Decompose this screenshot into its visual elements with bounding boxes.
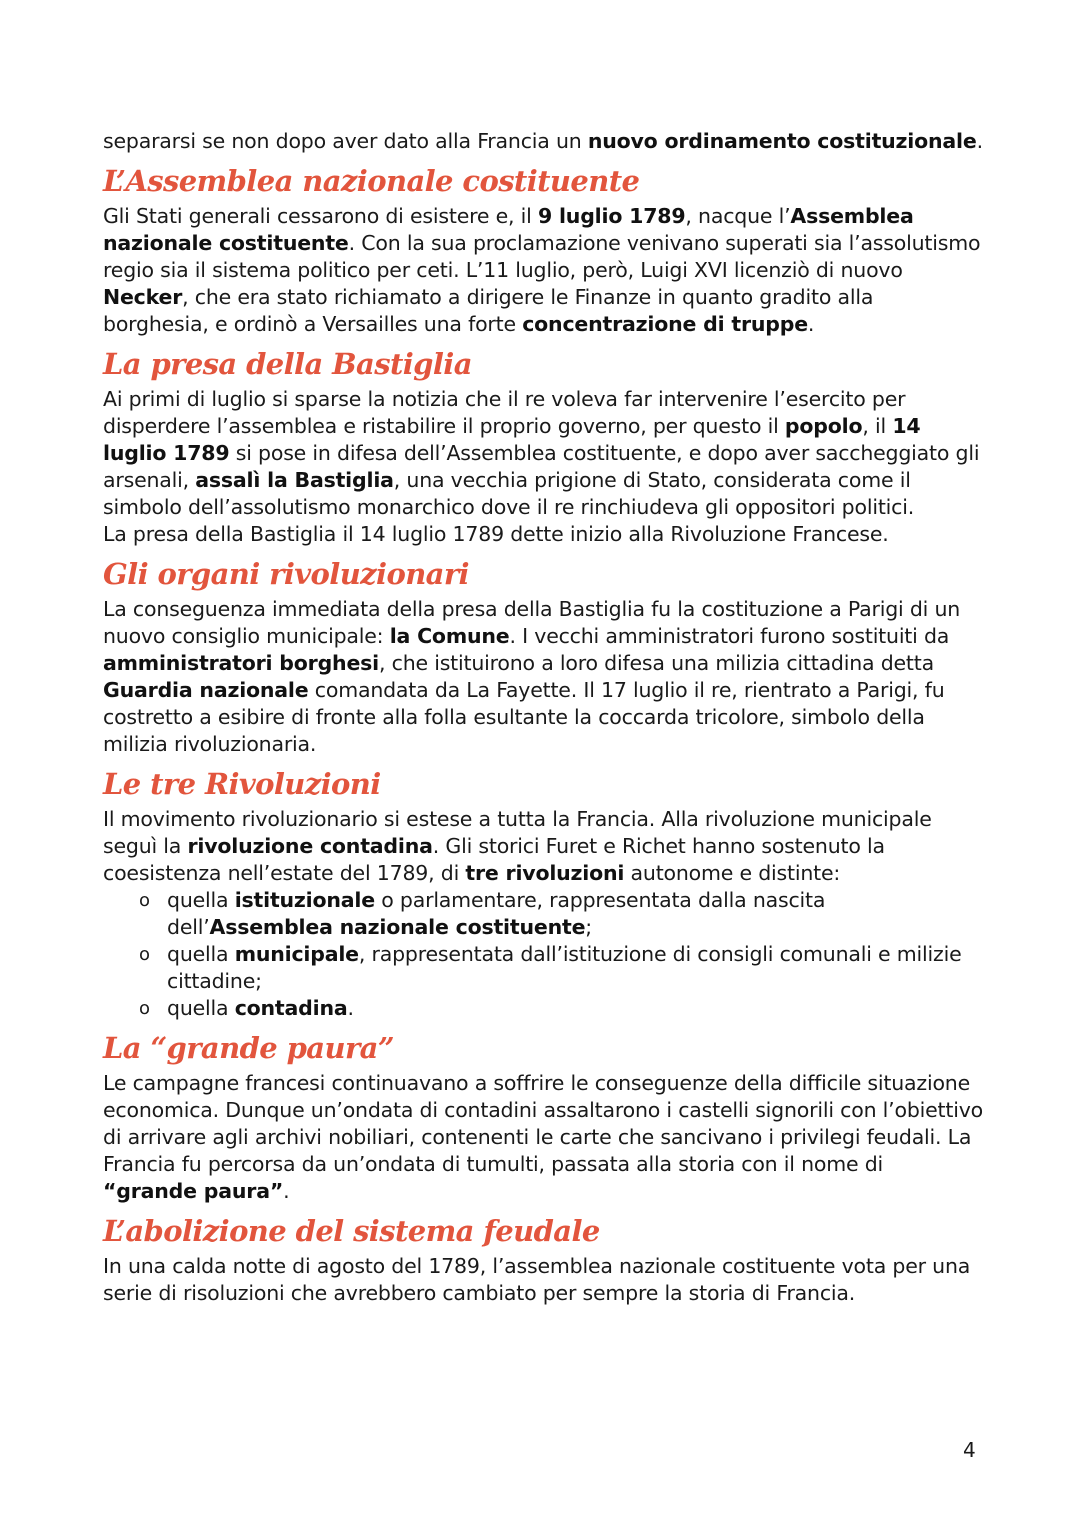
text-run: .: [807, 312, 815, 336]
page-number: 4: [963, 1438, 976, 1462]
bold-run: “grande paura”: [103, 1179, 284, 1203]
section-heading-organi: Gli organi rivoluzionari: [103, 557, 469, 591]
bold-run: municipale: [234, 942, 359, 966]
text-run: Ai primi di luglio si sparse la notizia che il re voleva far intervenire l’esercito per disperdere l’assemblea e ristabilire il proprio governo, per questo il: [103, 387, 906, 438]
section-heading-abolizione: L’abolizione del sistema feudale: [103, 1214, 600, 1248]
text-run: Gli Stati generali cessarono di esistere e, il: [103, 204, 538, 228]
revolutions-list: [103, 887, 983, 1022]
bold-run: Assemblea nazionale costituente: [209, 915, 586, 939]
list-bullet-marker: o: [139, 890, 150, 911]
bold-run: assalì la Bastiglia: [195, 468, 394, 492]
section-heading-bastiglia: La presa della Bastiglia: [103, 347, 472, 381]
bold-run: istituzionale: [234, 888, 375, 912]
section-heading-tre-rivoluzioni: Le tre Rivoluzioni: [103, 767, 381, 801]
text-run: Le campagne francesi continuavano a soffrire le conseguenze della difficile situazione economica. Dunque un’ondata di contadini assaltarono i castelli signorili con l’obiettivo di arrivare agli archivi nobiliari, contenenti le carte che sancivano i privilegi feudali. La Francia fu percorsa da un’ondata di tumulti, passata alla storia con il nome di: [103, 1071, 983, 1176]
section-paragraph-assemblea: [103, 203, 983, 338]
section-heading-grande-paura: La “grande paura”: [103, 1031, 394, 1065]
bold-run: Assemblea nazionale costituente: [103, 204, 914, 255]
intro-paragraph: [103, 128, 983, 155]
text-run: ;: [585, 915, 592, 939]
text-run: .: [283, 1179, 290, 1203]
bold-run: 14 luglio 1789: [103, 414, 921, 465]
text-run: .: [347, 996, 354, 1020]
document-page: [103, 128, 983, 1307]
text-run: quella: [167, 942, 235, 966]
bold-run: nuovo ordinamento costituzionale: [587, 129, 977, 153]
text-run: quella: [167, 888, 235, 912]
bold-run: amministratori borghesi: [103, 651, 379, 675]
text-run: , il: [862, 414, 893, 438]
text-run: Il movimento rivoluzionario si estese a tutta la Francia. Alla rivoluzione municipale seguì la: [103, 807, 932, 858]
text-run: , una vecchia prigione di Stato, considerata come il simbolo dell’assolutismo monarchico dove il re rinchiudeva gli oppositori politici.: [103, 468, 915, 519]
text-run: . Con la sua proclamazione venivano superati sia l’assolutismo regio sia il sistema politico per ceti. L’11 luglio, però, Luigi XVI licenziò di nuovo: [103, 231, 981, 282]
list-item: [139, 995, 983, 1022]
bold-run: Necker: [103, 285, 183, 309]
bold-run: rivoluzione contadina: [187, 834, 433, 858]
section-paragraph-bastiglia: [103, 386, 983, 521]
section-heading-assemblea: L’Assemblea nazionale costituente: [103, 164, 640, 198]
text-run: La conseguenza immediata della presa della Bastiglia fu la costituzione a Parigi di un nuovo consiglio municipale:: [103, 597, 961, 648]
section-paragraph-grande-paura: [103, 1070, 983, 1205]
bold-run: tre rivoluzioni: [465, 861, 625, 885]
text-run: si pose in difesa dell’Assemblea costituente, e dopo aver saccheggiato gli arsenali,: [103, 441, 980, 492]
bold-run: Guardia nazionale: [103, 678, 309, 702]
text-run: . Gli storici Furet e Richet hanno sostenuto la coesistenza nell’estate del 1789, di: [103, 834, 885, 885]
section-paragraph-organi: [103, 596, 983, 758]
text-run: comandata da La Fayette. Il 17 luglio il re, rientrato a Parigi, fu costretto a esibire di fronte alla folla esultante la coccarda tricolore, simbolo della milizia rivoluzionaria.: [103, 678, 945, 756]
text-run: .: [976, 129, 983, 153]
text-run: o parlamentare, rappresentata dalla nascita dell’: [167, 888, 826, 939]
text-run: quella: [167, 996, 235, 1020]
section-paragraph-tre-rivoluzioni: [103, 806, 983, 887]
text-run: autonome e distinte:: [624, 861, 841, 885]
text-run: , che era stato richiamato a dirigere le Finanze in quanto gradito alla borghesia, e ordinò a Versailles una forte: [103, 285, 874, 336]
bold-run: contadina: [234, 996, 348, 1020]
text-run: , che istituirono a loro difesa una milizia cittadina detta: [378, 651, 934, 675]
bold-run: concentrazione di truppe: [522, 312, 808, 336]
list-item: [139, 887, 983, 941]
bold-run: popolo: [784, 414, 863, 438]
list-bullet-marker: o: [139, 944, 150, 965]
text-run: , rappresentata dall’istituzione di consigli comunali e milizie cittadine;: [167, 942, 962, 993]
text-run: . I vecchi amministratori furono sostituiti da: [509, 624, 950, 648]
section-paragraph-bastiglia-2: La presa della Bastiglia il 14 luglio 1789 dette inizio alla Rivoluzione Francese.: [103, 522, 889, 546]
text-run: , nacque l’: [685, 204, 791, 228]
bold-run: la Comune: [389, 624, 510, 648]
section-paragraph-abolizione: In una calda notte di agosto del 1789, l’assemblea nazionale costituente vota per una serie di risoluzioni che avrebbero cambiato per sempre la storia di Francia.: [103, 1254, 971, 1305]
list-bullet-marker: o: [139, 998, 150, 1019]
text-run: separarsi se non dopo aver dato alla Francia un: [103, 129, 588, 153]
list-item: [139, 941, 983, 995]
bold-run: 9 luglio 1789: [537, 204, 686, 228]
